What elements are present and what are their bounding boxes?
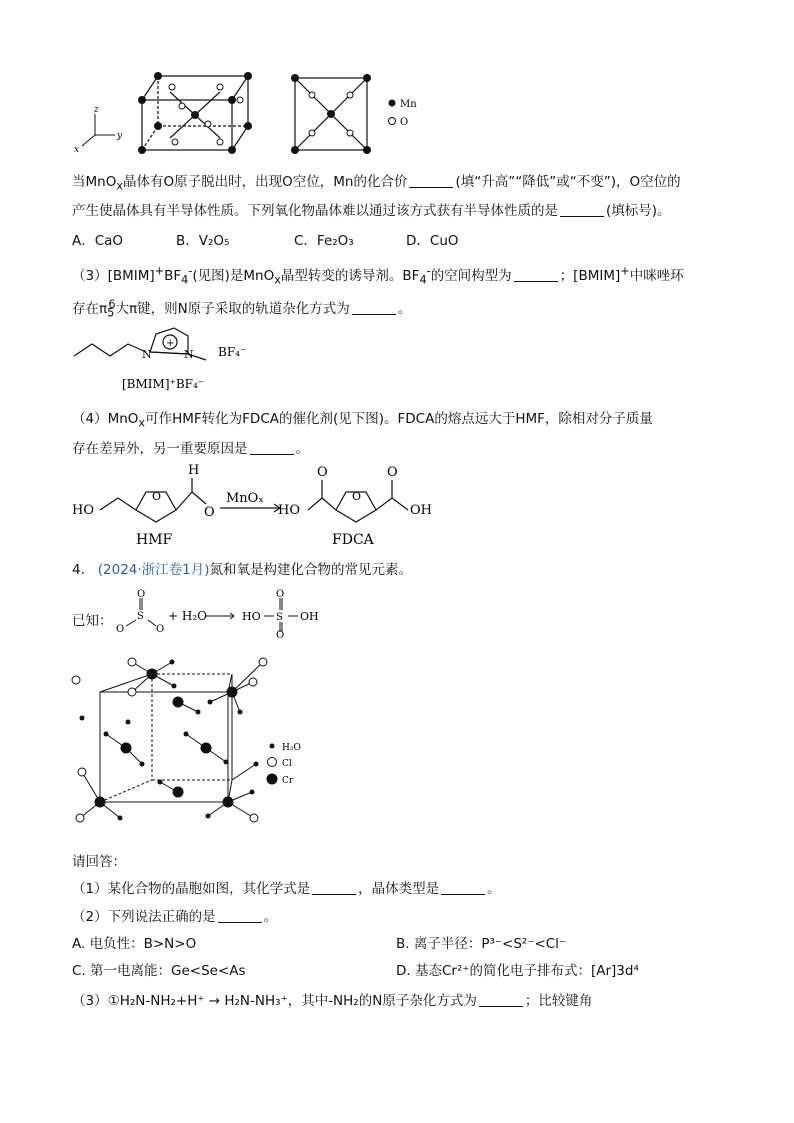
a-q1: （1）某化合物的晶胞如图，其化学式是 ，晶体类型是 。 [72, 881, 501, 897]
axis-z: z [94, 105, 99, 115]
answer-blank[interactable] [250, 441, 294, 456]
plus-sign: + [166, 338, 175, 349]
eq-plus-water: + H₂O [168, 609, 207, 623]
hmf-ring-o: O [152, 490, 162, 503]
hmf-label: HMF [136, 532, 173, 548]
option-c-row: C. 第一电离能：Ge<Se<As [72, 963, 246, 979]
problem4-header: 4. (2024·浙江卷1月)氮和氧是构建化合物的常见元素。 [72, 562, 413, 578]
q2-line1: 当MnO$_x$晶体有O原子脱出时，出现O空位，Mn的化合价 (填“升高”“降低”或“不变”)，O空位的 [72, 174, 681, 193]
answer-blank[interactable] [441, 881, 485, 896]
q3-line2: 存在$\pi_5^6$大π键，则N原子采取的轨道杂化方式为 。 [72, 297, 412, 320]
q4-line1: （4）MnO$_x$可作HMF转化为FDCA的催化剂(见下图)。FDCA的熔点远大于HMF，除相对分子质量 [72, 411, 653, 430]
eq-oh: OH [300, 610, 319, 623]
q4-line2: 存在差异外，另一重要原因是 。 [72, 441, 309, 457]
eq-o-top: O [137, 589, 146, 600]
eq-o2-top: O [276, 589, 285, 600]
q2-options [72, 229, 459, 249]
hmf-h: H [188, 463, 200, 478]
legend-cl-dot [268, 758, 277, 767]
mnox-label: MnOₓ [226, 491, 264, 506]
option-a-row: A. 电负性：B>N>O [72, 936, 197, 952]
fdca-o2: O [387, 465, 398, 480]
eq-o2-bottom: O [276, 630, 285, 638]
answer-blank[interactable] [409, 174, 453, 189]
so3-equation [112, 588, 332, 638]
legend-cr: Cr [282, 776, 294, 786]
n-right: N [184, 348, 194, 361]
answer-blank[interactable] [479, 993, 523, 1008]
mn-atoms-3d [138, 72, 252, 154]
legend-h2o: H₂O [282, 743, 301, 753]
legend-mn-dot [389, 100, 396, 107]
hmf-fdca-scheme [70, 458, 460, 550]
axis-x: x [74, 145, 80, 155]
known-label: 已知： [72, 613, 113, 629]
legend-h2o-dot [270, 744, 275, 749]
option-c: C．Fe₂O₃ [294, 233, 354, 249]
axis-y: y [117, 131, 123, 141]
eq-s2: S [276, 612, 283, 623]
problem-source: (2024·浙江卷1月) [97, 562, 210, 578]
bmim-caption: [BMIM]⁺BF₄⁻ [122, 377, 205, 391]
mnox-crystal-figure [70, 70, 430, 160]
option-d: D．CuO [406, 233, 459, 249]
bf4-anion: BF₄⁻ [218, 345, 247, 359]
option-b: B．V₂O₅ [176, 233, 230, 249]
fdca-oh: OH [410, 503, 432, 518]
legend-cr-dot [267, 774, 278, 785]
q2-line2: 产生使晶体具有半导体性质。下列氧化物晶体难以通过该方式获有半导体性质的是 (填标号)。 [72, 203, 671, 219]
legend-mn: Mn [400, 99, 417, 110]
legend-o: O [400, 117, 409, 128]
hmf-ho: HO [72, 503, 94, 518]
n-left: N [142, 348, 152, 361]
cr-atoms [95, 669, 238, 808]
fdca-ho: HO [278, 503, 300, 518]
option-b-row: B. 离子半径：P³⁻<S²⁻<Cl⁻ [396, 936, 567, 952]
fdca-label: FDCA [332, 532, 374, 548]
fdca-o1: O [317, 465, 328, 480]
bmim-structure [70, 322, 290, 397]
answer-blank[interactable] [560, 203, 604, 218]
legend-o-dot [389, 118, 396, 125]
option-d-row: D. 基态Cr²⁺的简化电子排布式：[Ar]3d⁴ [396, 963, 639, 979]
answer-blank[interactable] [352, 301, 396, 316]
answer-blank[interactable] [514, 268, 558, 283]
answer-blank[interactable] [218, 909, 262, 924]
hmf-o: O [204, 505, 215, 520]
q3-line1: $(3)[BMIM]^+BF_4^-$(见图)是MnO$_x$晶型转变的诱导剂。$BF_4^-$的空间构型为 ；[BMIM]+中咪唑环 [72, 264, 684, 287]
please-answer: 请回答： [72, 854, 126, 870]
eq-o-left: O [116, 624, 125, 635]
cr-complex-cell [68, 652, 318, 837]
legend-cl: Cl [282, 759, 292, 769]
fdca-ring-o: O [352, 490, 362, 503]
eq-o-right: O [156, 624, 165, 635]
a-q2: （2）下列说法正确的是 。 [72, 909, 278, 925]
axis-glyph [82, 114, 115, 146]
option-a: A．CaO [72, 233, 124, 249]
answer-blank[interactable] [312, 881, 356, 896]
eq-s: S [137, 611, 144, 622]
a-q3: （3）①H₂N-NH₂+H⁺ → H₂N-NH₃⁺，其中-NH₂的N原子杂化方式为 ；比较键角 [72, 993, 593, 1009]
eq-ho: HO [242, 610, 261, 623]
